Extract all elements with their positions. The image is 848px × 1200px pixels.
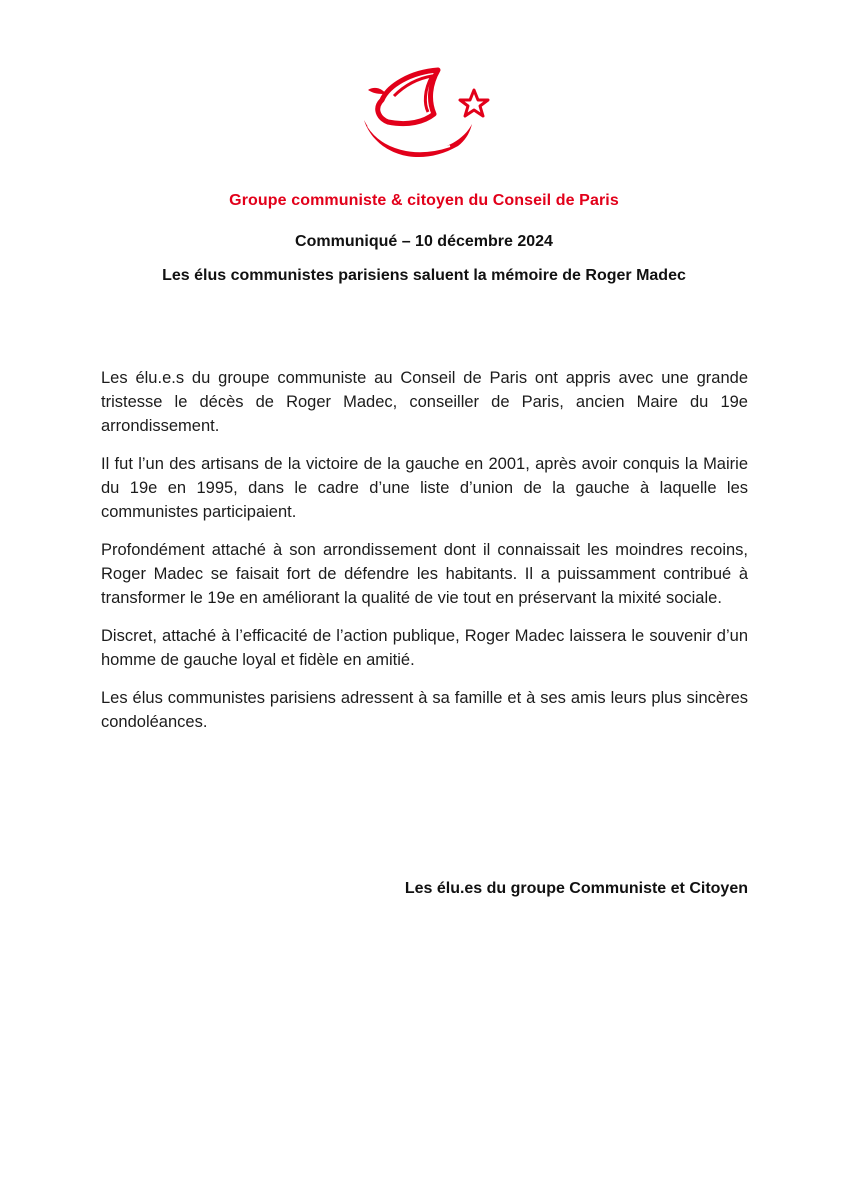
signature: Les élu.es du groupe Communiste et Citoyen <box>404 880 748 897</box>
communique-date: Communiqué – 10 décembre 2024 <box>295 233 553 250</box>
paragraph: Il fut l’un des artisans de la victoire de la gauche en 2001, après avoir conquis la Mairie du 19e en 1995, dans le cadre d’une liste d’union de la gauche à laquelle les communistes participaient. <box>101 455 748 521</box>
organization-name: Groupe communiste & citoyen du Conseil de Paris <box>229 192 619 209</box>
dove-star-logo-icon <box>354 66 494 170</box>
communique-title: Les élus communistes parisiens saluent la mémoire de Roger Madec <box>162 267 686 284</box>
paragraph: Profondément attaché à son arrondissement dont il connaissait les moindres recoins, Roger Madec se faisait fort de défendre les habitants. Il a puissamment contribué à transformer le 19e en améliorant la qualité de vie tout en préservant la mixité sociale. <box>101 541 748 607</box>
communique-body <box>101 366 748 748</box>
paragraph: Discret, attaché à l’efficacité de l’action publique, Roger Madec laissera le souvenir d’un homme de gauche loyal et fidèle en amitié. <box>101 627 748 669</box>
paragraph: Les élus communistes parisiens adressent à sa famille et à ses amis leurs plus sincères condoléances. <box>101 689 748 731</box>
paragraph: Les élu.e.s du groupe communiste au Conseil de Paris ont appris avec une grande tristesse le décès de Roger Madec, conseiller de Paris, ancien Maire du 19e arrondissement. <box>101 369 748 435</box>
